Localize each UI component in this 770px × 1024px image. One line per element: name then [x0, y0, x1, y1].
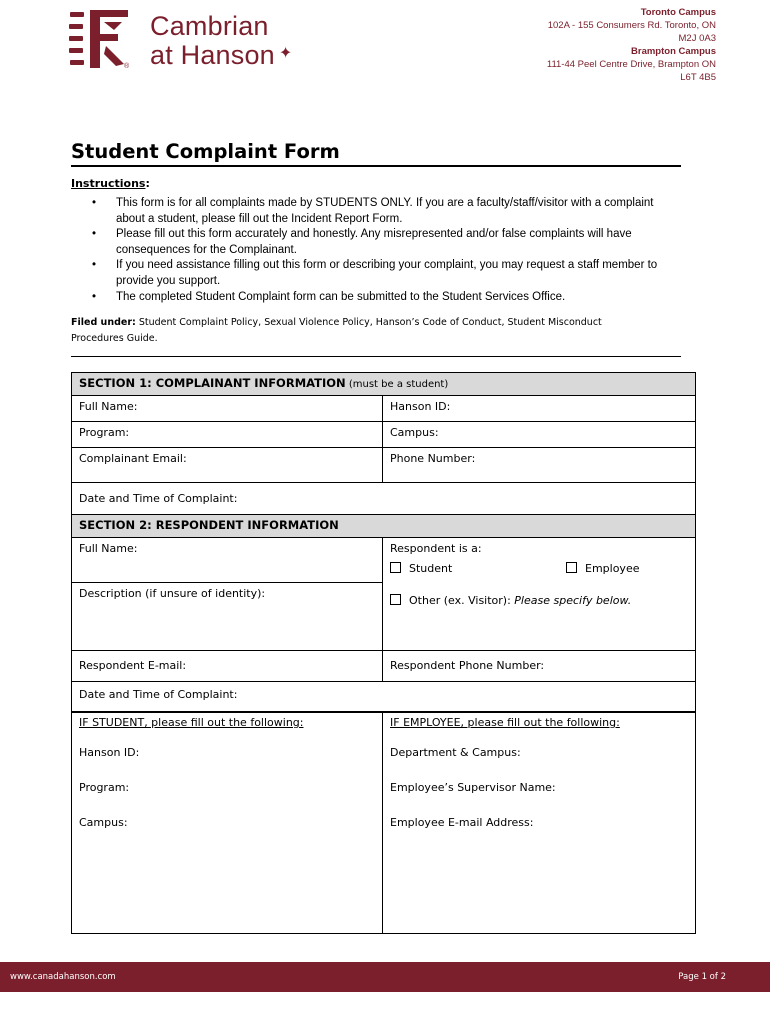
s2-email-field[interactable] [72, 651, 383, 681]
toronto-address-line1: 102A - 155 Consumers Rd. Toronto, ON [547, 20, 716, 31]
instruction-item: • If you need assistance filling out this form or describing your complaint, you may request a staff member to provide you support. [92, 258, 662, 289]
s1-row-email [72, 448, 695, 483]
maple-leaf-icon: ✦ [278, 45, 293, 62]
s2-student-label: Student [409, 562, 453, 575]
s2-supervisor-label[interactable]: Employee’s Supervisor Name: [390, 781, 556, 794]
registered-mark: ® [124, 63, 130, 70]
s1-hanson-id-label: Hanson ID: [390, 400, 451, 413]
s1-program-label: Program: [79, 426, 130, 439]
section2-header [72, 515, 695, 537]
s2-full-name-label: Full Name: [79, 542, 138, 555]
filed-under [71, 315, 651, 347]
s2-row-name [72, 538, 695, 651]
section1-header-row [72, 373, 695, 396]
s2-respondent-is-label: Respondent is a: [390, 542, 482, 555]
s2-employee-label: Employee [585, 562, 640, 575]
employee-checkbox[interactable] [566, 562, 577, 573]
s1-row-program [72, 422, 695, 448]
s2-employee-details-cell [383, 712, 695, 934]
section2-title: SECTION 2: RESPONDENT INFORMATION [79, 518, 339, 532]
instructions-list [92, 196, 662, 305]
s1-phone-label: Phone Number: [390, 452, 476, 465]
s2-name-divider [72, 582, 382, 583]
s1-hanson-id-field[interactable] [383, 396, 695, 421]
page-title: Student Complaint Form [71, 140, 681, 167]
complaint-form [71, 372, 696, 934]
s2-student-details-cell [72, 712, 383, 934]
footer-url[interactable]: www.canadahanson.com [10, 972, 116, 982]
s2-hanson-id-label[interactable]: Hanson ID: [79, 746, 140, 759]
logo-wordmark [150, 12, 293, 69]
toronto-campus-title: Toronto Campus [640, 7, 716, 18]
instructions-label [71, 177, 150, 190]
logo-line1: Cambrian [150, 11, 269, 41]
s2-employee-option[interactable] [566, 562, 639, 575]
instructions-colon: : [145, 177, 150, 190]
section1-title: SECTION 1: COMPLAINANT INFORMATION [79, 376, 346, 390]
s1-datetime-field[interactable] [72, 483, 695, 514]
s1-program-field[interactable] [72, 422, 383, 447]
divider [71, 356, 681, 357]
brampton-address-line1: 111-44 Peel Centre Drive, Brampton ON [546, 59, 716, 70]
s2-other-note: Please specify below. [514, 594, 632, 607]
s2-phone-field[interactable] [383, 651, 695, 681]
other-checkbox[interactable] [390, 594, 401, 605]
s2-other-label: Other (ex. Visitor): [409, 594, 511, 607]
s2-respondent-type-cell [383, 538, 695, 650]
brampton-address-line2: L6T 4B5 [680, 72, 716, 83]
instructions-label-text: Instructions [71, 177, 146, 190]
s1-full-name-field[interactable] [72, 396, 383, 421]
s1-full-name-label: Full Name: [79, 400, 138, 413]
s2-campus-label[interactable]: Campus: [79, 816, 128, 829]
if-employee-heading: IF EMPLOYEE, please fill out the following: [390, 716, 620, 729]
section1-header [72, 373, 695, 395]
s1-campus-field[interactable] [383, 422, 695, 447]
filed-under-label: Filed under: [71, 317, 136, 328]
s1-row-datetime [72, 483, 695, 515]
s2-row-datetime [72, 682, 695, 712]
brampton-campus-title: Brampton Campus [631, 46, 716, 57]
s2-row-details [72, 712, 695, 934]
s2-details-top-border [72, 712, 695, 713]
s2-email-label: Respondent E-mail: [79, 659, 187, 672]
s2-description-label: Description (if unsure of identity): [79, 587, 266, 600]
s1-datetime-label: Date and Time of Complaint: [79, 492, 238, 505]
student-checkbox[interactable] [390, 562, 401, 573]
instruction-item: • This form is for all complaints made by STUDENTS ONLY. If you are a faculty/staff/visitor with a complaint about a student, please fill out the Incident Report Form. [92, 196, 662, 227]
instruction-item: • The completed Student Complaint form can be submitted to the Student Services Office. [92, 290, 662, 306]
s1-phone-field[interactable] [383, 448, 695, 482]
s2-row-email [72, 651, 695, 682]
s2-emp-email-label[interactable]: Employee E-mail Address: [390, 816, 534, 829]
logo [68, 6, 308, 72]
filed-under-text: Student Complaint Policy, Sexual Violence Policy, Hanson’s Code of Conduct, Student Misconduct Procedures Guide. [71, 317, 602, 344]
s2-program-label[interactable]: Program: [79, 781, 130, 794]
s2-datetime-label: Date and Time of Complaint: [79, 688, 238, 701]
s2-phone-label: Respondent Phone Number: [390, 659, 545, 672]
s2-student-option[interactable] [390, 562, 452, 575]
campus-addresses [547, 6, 716, 84]
s1-email-field[interactable] [72, 448, 383, 482]
section2-header-row [72, 515, 695, 538]
if-student-heading: IF STUDENT, please fill out the following: [79, 716, 304, 729]
toronto-address-line2: M2J 0A3 [678, 33, 716, 44]
s2-other-option[interactable] [390, 594, 631, 607]
s2-dept-campus-label[interactable]: Department & Campus: [390, 746, 521, 759]
footer [0, 962, 770, 992]
s1-email-label: Complainant Email: [79, 452, 187, 465]
instruction-item: • Please fill out this form accurately and honestly. Any misrepresented and/or false complaints will have consequences for the Complainant. [92, 227, 662, 258]
s1-row-name [72, 396, 695, 422]
page-number: Page 1 of 2 [678, 972, 726, 982]
s2-name-description-cell [72, 538, 383, 650]
logo-line2: at Hanson [150, 40, 275, 70]
section1-subtitle: (must be a student) [345, 379, 449, 390]
s1-campus-label: Campus: [390, 426, 439, 439]
s2-datetime-field[interactable] [72, 682, 695, 711]
